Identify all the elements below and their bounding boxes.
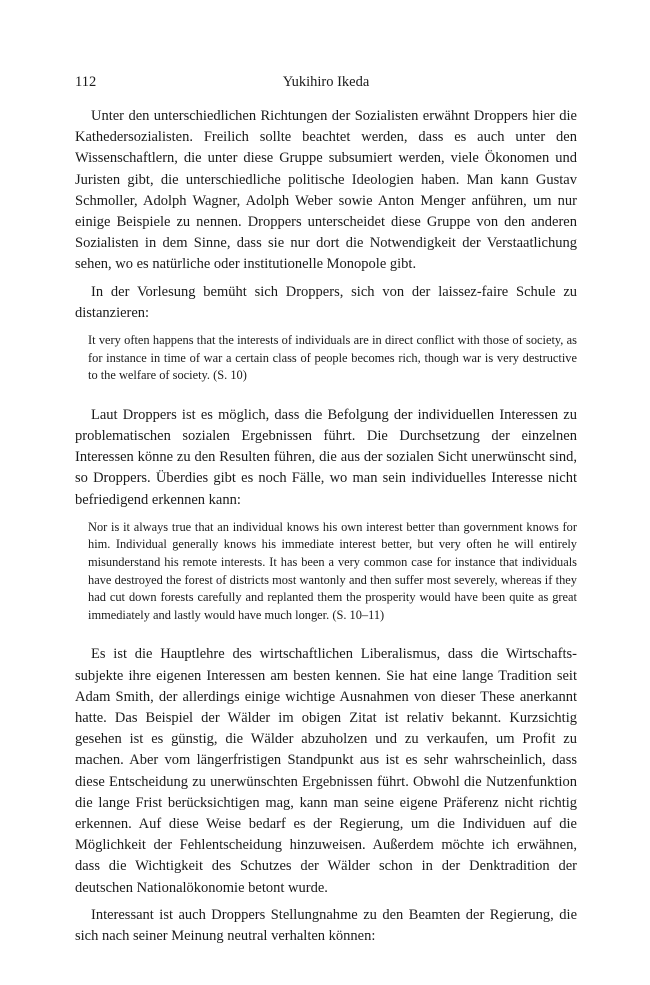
paragraph-kathedersozialisten: Unter den unterschiedlichen Richtungen der Sozialisten erwähnt Droppers hier die Kathedersozialisten. Freilich sollte beachtet werden, dass es auch unter den Wissenschaftlern, die unter diese Gruppe subsumiert werden, viele Ökonomen und Juristen gibt, die unterschiedliche politische Ideologien haben. Man kann Gustav Schmoller, Adolph Wagner, Adolph Weber sowie Anton Menger anführen, um nur einige Beispiele zu nennen. Droppers unterscheidet diese Gruppe von den anderen Sozialisten in dem Sinne, dass sie nur dort die Notwendigkeit der Verstaatlichung sehen, wo es natürliche oder institutionelle Monopole gibt. (75, 108, 577, 273)
paragraph-beamten: Interessant ist auch Droppers Stellungnahme zu den Beamten der Regierung, die sich nach seiner Meinung neutral verhalten können: (75, 906, 577, 945)
running-title: Yukihiro Ikeda (282, 74, 370, 90)
running-head (75, 72, 577, 92)
paragraph-liberalismus: Es ist die Hauptlehre des wirtschaftlichen Liberalismus, dass die Wirtschaftssubjekte ihre eigenen Interessen am besten kennen. Sie hat eine lange Tradition seit Adam Smith, der allerdings einige wichtige Ausnahmen von dieser These anerkannt hatte. Das Beispiel der Wälder im obigen Zitat ist relativ bekannt. Kurzsichtig gesehen ist es günstig, die Wälder abzuholzen und zu verkaufen, um Profit zu machen. Aber vom längerfristigen Standpunkt aus ist es sehr wahrscheinlich, dass diese Entscheidung zu unerwünschten Ergebnissen führt. Obwohl die Nutzenfunktion die lange Frist berücksichtigen mag, kann man seine eigene Präferenz nicht richtig erkennen. Auf diese Weise bedarf es der Regierung, um die Individuen auf die Möglichkeit der Fehlentscheidung hinzuweisen. Außerdem möchte ich erwähnen, dass die Wichtigkeit des Schutzes der Wälder schon in der Denktradition der deutschen Nationalökonomie betont wurde. (75, 646, 577, 896)
block-quote-conflict: It very often happens that the interests of individuals are in direct conflict with those of society, as for instance in time of war a certain class of people becomes rich, though war is very destructive to the welfare of society. (S. 10) (88, 333, 577, 383)
paragraph-vorlesung: In der Vorlesung bemüht sich Droppers, sich von der laissez-faire Schule zu distanzieren: (75, 283, 577, 321)
book-page (75, 72, 577, 947)
paragraph-individuelle-interessen: Laut Droppers ist es möglich, dass die Befolgung der individuellen Interessen zu problematischen sozialen Ergebnissen führt. Die Durchsetzung der einzelnen Interessen könne zu den Resulten führen, die aus der sozialen Sicht unerwünscht sind, so Droppers. Überdies gibt es noch Fälle, wo man sein individuelles Interesse nicht befriedigend erkennen kann: (75, 406, 577, 508)
page-number: 112 (75, 74, 97, 90)
block-quote-forest: Nor is it always true that an individual knows his own interest better than government knows for him. Individual generally knows his immediate interest better, but very often he will entirely misunderstand his remote interests. It has been a very common case for instance that individuals have destroyed the forest of districts most wantonly and then suffer most severely, whereas if they had cut down forests carefully and replanted them the prosperity would have been quite as great immediately and lastly would have much longer. (S. 10–11) (88, 519, 577, 622)
